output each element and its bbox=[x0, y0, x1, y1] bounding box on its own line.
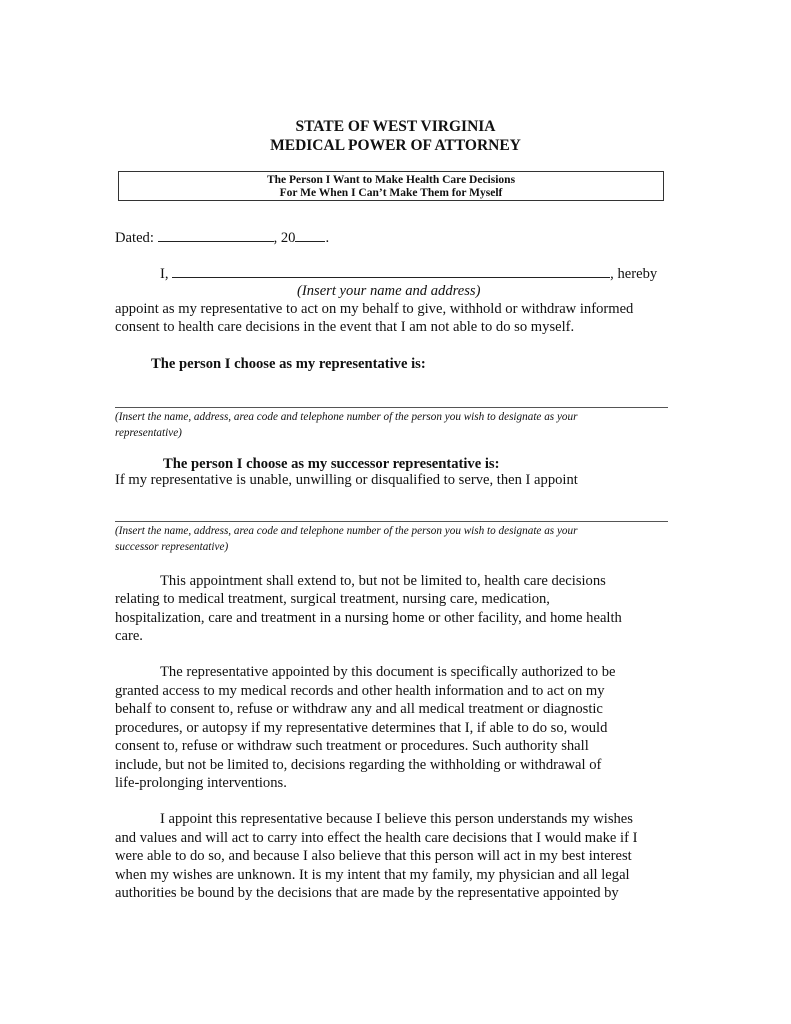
successor-hint-line1: (Insert the name, address, area code and telephone number of the person you wish to designate as your bbox=[115, 525, 578, 537]
paragraph-line: and values and will act to carry into effect the health care decisions that I would make if I bbox=[115, 830, 638, 846]
section-header-box bbox=[118, 171, 664, 201]
section-header-line2: For Me When I Can’t Make Them for Myself bbox=[279, 187, 503, 199]
paragraph-line: care. bbox=[115, 628, 143, 644]
paragraph-line: authorities be bound by the decisions that are made by the representative appointed by bbox=[115, 885, 619, 901]
successor-hint-line2: successor representative) bbox=[115, 541, 229, 553]
dated-end: . bbox=[325, 230, 330, 246]
appointment-line1: appoint as my representative to act on my behalf to give, withhold or withdraw informed bbox=[115, 301, 634, 317]
representative-hint-line2: representative) bbox=[115, 427, 182, 439]
section-header-line1: The Person I Want to Make Health Care Decisions bbox=[266, 174, 516, 186]
representative-hint-line1: (Insert the name, address, area code and telephone number of the person you wish to designate as your bbox=[115, 411, 578, 423]
paragraph-line: I appoint this representative because I believe this person understands my wishes bbox=[160, 811, 633, 827]
paragraph-line: This appointment shall extend to, but not be limited to, health care decisions bbox=[160, 573, 606, 589]
appointer-row bbox=[160, 265, 657, 283]
year-prefix: , 20 bbox=[273, 230, 296, 246]
paragraph-line: when my wishes are unknown. It is my intent that my family, my physician and all legal bbox=[115, 867, 630, 883]
paragraph-line: were able to do so, and because I also believe that this person will act in my best interest bbox=[115, 848, 632, 864]
date-field[interactable] bbox=[158, 229, 274, 242]
document-title-state: STATE OF WEST VIRGINIA bbox=[295, 118, 496, 135]
paragraph-line: consent to, refuse or withdraw such treatment or procedures. Such authority shall bbox=[115, 738, 589, 754]
paragraph-line: life-prolonging interventions. bbox=[115, 775, 287, 791]
successor-field[interactable] bbox=[115, 521, 668, 522]
successor-intro: If my representative is unable, unwilling or disqualified to serve, then I appoint bbox=[115, 472, 578, 488]
appointer-name-hint: (Insert your name and address) bbox=[297, 283, 481, 299]
paragraph-line: include, but not be limited to, decisions regarding the withholding or withdrawal of bbox=[115, 757, 602, 773]
dated-row bbox=[115, 229, 329, 247]
successor-heading: The person I choose as my successor representative is: bbox=[163, 456, 500, 472]
paragraph-line: granted access to my medical records and other health information and to act on my bbox=[115, 683, 605, 699]
paragraph-line: relating to medical treatment, surgical treatment, nursing care, medication, bbox=[115, 591, 550, 607]
representative-field[interactable] bbox=[115, 407, 668, 408]
paragraph-line: hospitalization, care and treatment in a nursing home or other facility, and home health bbox=[115, 610, 622, 626]
appointer-name-field[interactable] bbox=[172, 265, 610, 278]
dated-label: Dated: bbox=[115, 230, 154, 246]
document-title: MEDICAL POWER OF ATTORNEY bbox=[270, 137, 521, 154]
paragraph-line: The representative appointed by this document is specifically authorized to be bbox=[160, 664, 616, 680]
appointer-suffix: , hereby bbox=[610, 266, 658, 282]
appointer-prefix: I, bbox=[160, 266, 169, 282]
appointment-line2: consent to health care decisions in the event that I am not able to do so myself. bbox=[115, 319, 575, 335]
paragraph-line: behalf to consent to, refuse or withdraw any and all medical treatment or diagnostic bbox=[115, 701, 603, 717]
year-field[interactable] bbox=[295, 229, 325, 242]
representative-heading: The person I choose as my representative is: bbox=[151, 356, 426, 372]
paragraph-line: procedures, or autopsy if my representative determines that I, if able to do so, would bbox=[115, 720, 608, 736]
